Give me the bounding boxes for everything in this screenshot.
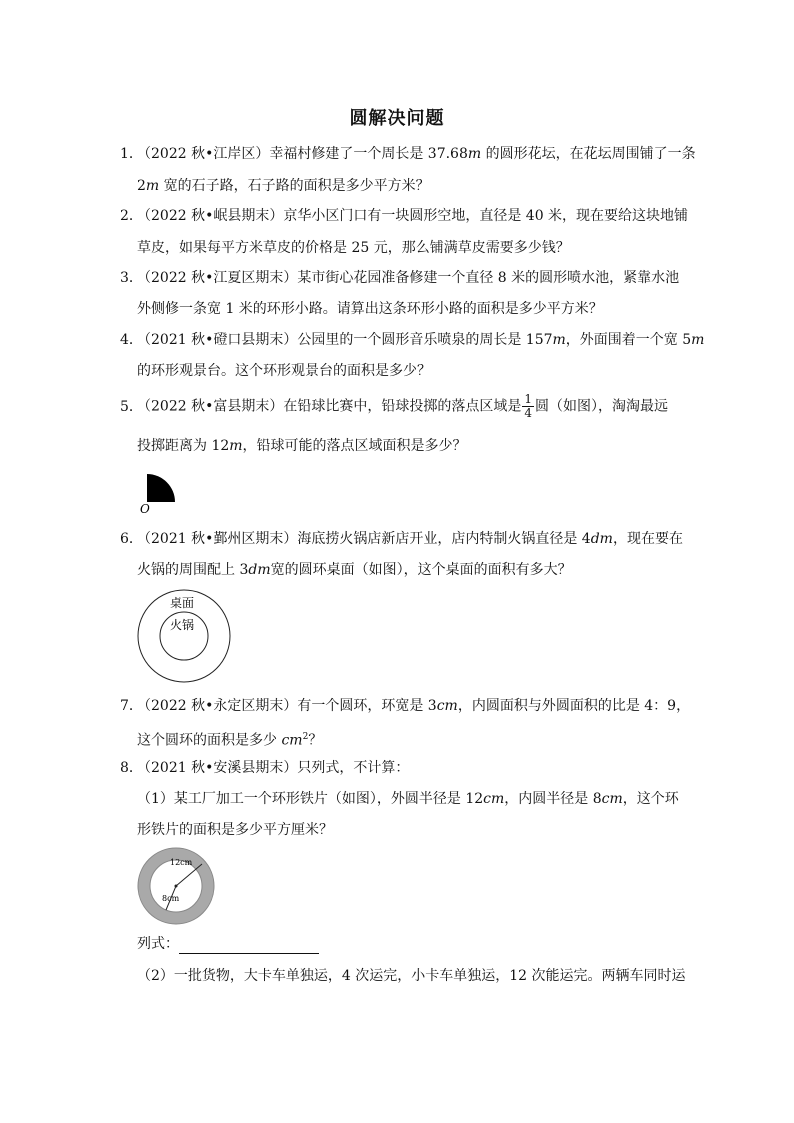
unit: dm	[248, 562, 271, 578]
center-point	[175, 885, 178, 888]
formula-label: 列式：	[137, 936, 179, 952]
outer-radius-label: 12cm	[170, 858, 193, 867]
inner-radius-label: 8cm	[162, 894, 180, 903]
question-text: 这个圆环的面积是多少	[137, 732, 282, 749]
quarter-circle-figure	[136, 466, 186, 516]
question-number: 2．	[120, 208, 143, 224]
question-text: ，现在要在	[612, 531, 683, 547]
question-text: ，内圆面积与外圆面积的比是 4：9，	[457, 698, 691, 714]
page-title: 圆解决问题	[349, 108, 445, 129]
fraction-denominator: 4	[524, 406, 532, 420]
question-number: 1．	[120, 146, 143, 162]
fraction-one-quarter	[522, 393, 534, 420]
question-number: 7．	[120, 698, 143, 714]
table-label: 桌面	[170, 596, 195, 610]
question-number: 3．	[120, 270, 143, 286]
origin-label: O	[140, 502, 150, 516]
question-text: （2022 秋•富县期末）在铅球比赛中，铅球投掷的落点区域是	[137, 398, 522, 415]
question-8-part-2-line-1	[137, 966, 686, 986]
question-1-line-2	[137, 176, 430, 196]
unit: cm	[483, 791, 505, 807]
question-text: 宽的圆环桌面（如图），这个桌面的面积有多大？	[270, 562, 572, 578]
question-8-line-1	[120, 758, 409, 778]
question-number: 5．	[120, 398, 143, 415]
question-text: 的圆形花坛，在花坛周围铺了一条	[481, 146, 696, 162]
question-3-line-1	[120, 268, 679, 288]
ring-washer-figure	[136, 846, 216, 926]
question-text: 草皮，如果每平方米草皮的价格是 25 元，那么铺满草皮需要多少钱？	[137, 240, 570, 256]
question-number: 6．	[120, 531, 143, 547]
question-text: （2022 秋•永定区期末）有一个圆环，环宽是 3	[137, 698, 437, 714]
question-text: ，这个环	[622, 791, 679, 807]
question-7-line-2	[137, 727, 322, 751]
fraction-numerator: 1	[524, 392, 532, 406]
question-text: （2022 秋•江夏区期末）某市街心花园准备修建一个直径 8 米的圆形喷水池，紧靠水池	[137, 270, 680, 286]
question-7-line-1	[120, 696, 690, 716]
question-text: ，铅球可能的落点区域面积是多少？	[242, 438, 467, 454]
question-text: ，内圆半径是 8	[504, 791, 602, 807]
question-text: 火锅的周围配上 3	[137, 562, 249, 578]
question-4-line-2	[137, 361, 431, 381]
formula-line	[137, 934, 319, 954]
question-number: 8．	[120, 760, 143, 776]
question-text: 宽的石子路，石子路的面积是多少平方米？	[159, 178, 430, 194]
question-2-line-1	[120, 206, 688, 226]
question-2-line-2	[137, 238, 570, 258]
hotpot-table-figure	[134, 588, 236, 686]
question-text: （2021 秋•鄞州区期末）海底捞火锅店新店开业，店内特制火锅直径是 4	[137, 531, 591, 547]
question-6-line-1	[120, 529, 683, 549]
question-text: ？	[308, 732, 323, 749]
unit: m	[467, 146, 482, 162]
question-text: （2022 秋•岷县期末）京华小区门口有一块圆形空地，直径是 40 米，现在要给这块地铺	[137, 208, 689, 224]
answer-blank[interactable]	[179, 939, 319, 954]
question-text: （1）某工厂加工一个环形铁片（如图），外圆半径是 12	[137, 791, 484, 807]
unit: cm	[281, 732, 303, 749]
question-text: ，外面围着一个宽 5	[565, 332, 692, 348]
unit: m	[145, 178, 160, 194]
unit: cm	[436, 698, 458, 714]
question-number: 4．	[120, 332, 143, 348]
unit: m	[229, 438, 243, 454]
unit: m	[691, 332, 705, 348]
superscript: 2	[302, 732, 309, 742]
question-text: 外侧修一条宽 1 米的环形小路。请算出这条环形小路的面积是多少平方米？	[137, 301, 603, 317]
question-text: 圆（如图），淘淘最远	[534, 398, 668, 415]
question-text: 投掷距离为 12	[137, 438, 230, 454]
hotpot-label: 火锅	[170, 618, 195, 632]
question-text: （2022 秋•江岸区）幸福村修建了一个周长是 37.68	[137, 146, 468, 162]
question-text: 2	[137, 178, 146, 194]
question-1-line-1	[120, 144, 696, 164]
unit: cm	[601, 791, 623, 807]
question-text: 形铁片的面积是多少平方厘米？	[137, 822, 333, 838]
quarter-circle-sector	[147, 474, 175, 502]
question-text: （2021 秋•安溪县期末）只列式，不计算：	[137, 760, 410, 776]
question-3-line-2	[137, 299, 603, 319]
question-text: （2）一批货物，大卡车单独运，4 次运完，小卡车单独运，12 次能运完。两辆车同时运	[137, 968, 686, 984]
question-text: 的环形观景台。这个环形观景台的面积是多少？	[137, 363, 431, 379]
question-8-part-1-line-2	[137, 820, 333, 840]
question-text: （2021 秋•磴口县期末）公园里的一个圆形音乐喷泉的周长是 157	[137, 332, 553, 348]
unit: m	[552, 332, 566, 348]
question-6-line-2	[137, 560, 572, 580]
question-5-line-1	[120, 393, 668, 420]
question-8-part-1-line-1	[137, 789, 679, 809]
unit: dm	[590, 531, 613, 547]
question-5-line-2	[137, 436, 467, 456]
question-4-line-1	[120, 330, 704, 350]
